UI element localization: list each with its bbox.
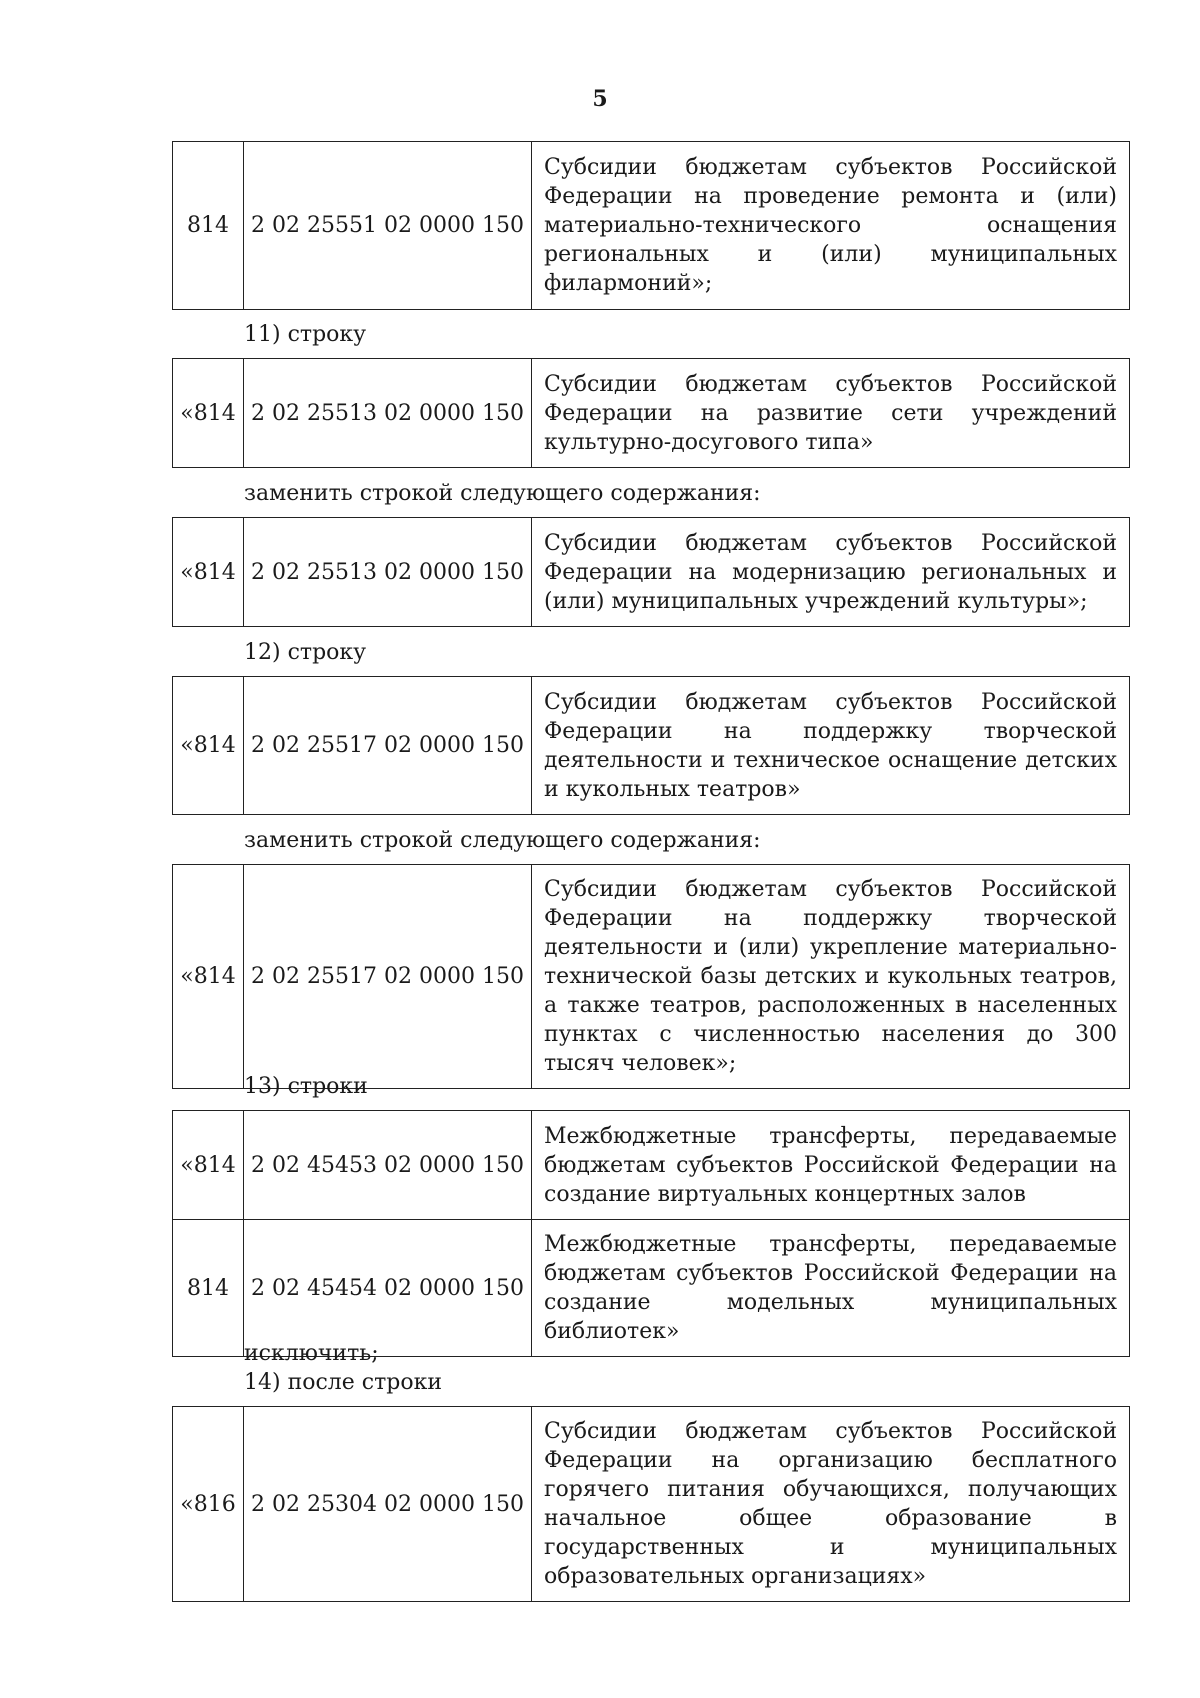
table-row <box>173 1220 1130 1357</box>
table-row <box>173 1407 1130 1602</box>
budget-code-table <box>172 141 1130 310</box>
kbk-code-cell: 2 02 25513 02 0000 150 <box>244 518 532 627</box>
admin-code-cell: «816 <box>173 1407 244 1602</box>
section-label: заменить строкой следующего содержания: <box>244 481 761 506</box>
admin-code-cell: «814 <box>173 518 244 627</box>
admin-code-cell: «814 <box>173 1111 244 1220</box>
kbk-code-cell: 2 02 25517 02 0000 150 <box>244 677 532 815</box>
table-row <box>173 677 1130 815</box>
kbk-code-cell: 2 02 25513 02 0000 150 <box>244 359 532 468</box>
section-label: 13) строки <box>244 1074 368 1099</box>
kbk-code-cell: 2 02 45454 02 0000 150 <box>244 1220 532 1357</box>
admin-code-cell: 814 <box>173 1220 244 1357</box>
section-label: заменить строкой следующего содержания: <box>244 828 761 853</box>
description-cell: Субсидии бюджетам субъектов Российской Федерации на развитие сети учреждений культурно-досугового типа» <box>532 359 1130 468</box>
kbk-code-cell: 2 02 25304 02 0000 150 <box>244 1407 532 1602</box>
description-cell: Субсидии бюджетам субъектов Российской Федерации на проведение ремонта и (или) материально-технического оснащения региональных и (или) муниципальных филармоний»; <box>532 142 1130 310</box>
budget-code-table <box>172 1406 1130 1602</box>
section-label: исключить; <box>244 1341 379 1366</box>
admin-code-cell: «814 <box>173 677 244 815</box>
kbk-code-cell: 2 02 25517 02 0000 150 <box>244 865 532 1089</box>
table-block-5 <box>172 864 1130 1089</box>
section-label: 14) после строки <box>244 1370 443 1395</box>
kbk-code-cell: 2 02 25551 02 0000 150 <box>244 142 532 310</box>
kbk-code-cell: 2 02 45453 02 0000 150 <box>244 1111 532 1220</box>
table-block-3 <box>172 517 1130 627</box>
table-block-1 <box>172 141 1130 310</box>
table-row <box>173 359 1130 468</box>
description-cell: Субсидии бюджетам субъектов Российской Федерации на организацию бесплатного горячего питания обучающихся, получающих начальное общее образование в государственных и муниципальных образовательных организациях» <box>532 1407 1130 1602</box>
admin-code-cell: 814 <box>173 142 244 310</box>
table-block-2 <box>172 358 1130 468</box>
description-cell: Субсидии бюджетам субъектов Российской Федерации на модернизацию региональных и (или) муниципальных учреждений культуры»; <box>532 518 1130 627</box>
table-row <box>173 142 1130 310</box>
description-cell: Межбюджетные трансферты, передаваемые бюджетам субъектов Российской Федерации на создание модельных муниципальных библиотек» <box>532 1220 1130 1357</box>
table-row <box>173 1111 1130 1220</box>
budget-code-table <box>172 358 1130 468</box>
budget-code-table <box>172 676 1130 815</box>
admin-code-cell: «814 <box>173 359 244 468</box>
section-label: 12) строку <box>244 640 367 665</box>
table-block-7 <box>172 1406 1130 1602</box>
table-block-6 <box>172 1110 1130 1357</box>
table-row <box>173 865 1130 1089</box>
section-label: 11) строку <box>244 322 367 347</box>
budget-code-table <box>172 864 1130 1089</box>
budget-code-table <box>172 517 1130 627</box>
page-number: 5 <box>592 86 608 112</box>
table-block-4 <box>172 676 1130 815</box>
description-cell: Субсидии бюджетам субъектов Российской Федерации на поддержку творческой деятельности и техническое оснащение детских и кукольных театров» <box>532 677 1130 815</box>
description-cell: Межбюджетные трансферты, передаваемые бюджетам субъектов Российской Федерации на создание виртуальных концертных залов <box>532 1111 1130 1220</box>
description-cell: Субсидии бюджетам субъектов Российской Федерации на поддержку творческой деятельности и (или) укрепление материально-технической базы детских и кукольных театров, а также театров, расположенных в населенных пунктах с численностью населения до 300 тысяч человек»; <box>532 865 1130 1089</box>
table-row <box>173 518 1130 627</box>
admin-code-cell: «814 <box>173 865 244 1089</box>
budget-code-table <box>172 1110 1130 1357</box>
